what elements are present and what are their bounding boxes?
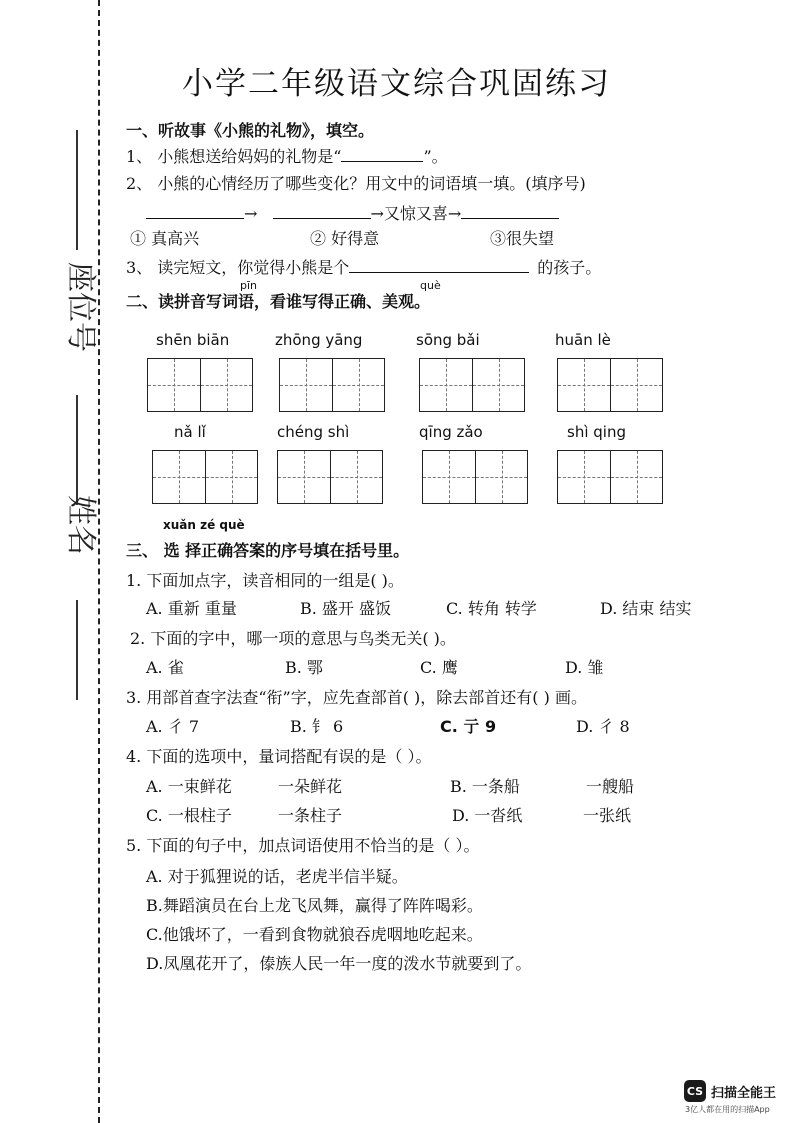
- s3-q3-option-c: C. 亍 9: [440, 717, 497, 736]
- s3-question-3: 3. 用部首查字法查“衔”字，应先查部首( )，除去部首还有( ) 画。: [126, 688, 587, 707]
- binding-margin: [0, 0, 120, 1123]
- writing-grid[interactable]: [557, 358, 663, 412]
- section1-heading: 一、听故事《小熊的礼物》，填空。: [126, 121, 375, 140]
- s3-q3-option-a: A. 彳 7: [146, 717, 199, 736]
- s3-q2-option-a: A. 雀: [146, 658, 184, 677]
- answer-blank[interactable]: [273, 202, 371, 219]
- seat-write-line: [76, 395, 78, 505]
- s3-q4-option: 一朵鲜花: [278, 777, 343, 796]
- s3-q4-option: D. 一沓纸: [452, 806, 523, 825]
- fold-line: [98, 0, 100, 1123]
- s3-q1-option-c: C. 转角 转学: [446, 599, 537, 618]
- s3-q1-option-a: A. 重新 重量: [146, 599, 237, 618]
- answer-blank[interactable]: [341, 145, 423, 162]
- seat-number-label: 座位号: [63, 262, 98, 352]
- s3-q5-option-c: C.他饿坏了，一看到食物就狼吞虎咽地吃起来。: [146, 925, 483, 944]
- name-label: 姓名: [63, 495, 98, 555]
- pinyin-label: sōng bǎi: [416, 331, 480, 349]
- writing-grid[interactable]: [557, 450, 663, 504]
- s1-option-3: ③很失望: [490, 229, 555, 248]
- s3-q4-option: 一张纸: [583, 806, 632, 825]
- pinyin-label: shì qing: [567, 423, 626, 441]
- writing-grid[interactable]: [152, 450, 258, 504]
- answer-blank[interactable]: [146, 202, 244, 219]
- pinyin-label: zhōng yāng: [275, 331, 363, 349]
- ruby-pin: pīn: [240, 279, 258, 292]
- writing-grid[interactable]: [422, 450, 528, 504]
- answer-blank[interactable]: [349, 256, 529, 273]
- page-title: 小学二年级语文综合巩固练习: [182, 66, 611, 102]
- s1-option-1: ① 真高兴: [130, 229, 200, 248]
- answer-blank[interactable]: [461, 202, 559, 219]
- s3-q4-option: 一条柱子: [278, 806, 343, 825]
- pinyin-label: huān lè: [555, 331, 611, 349]
- camscanner-watermark: [684, 1080, 776, 1102]
- s3-q4-option: A. 一束鲜花: [146, 777, 232, 796]
- s3-question-5: 5. 下面的句子中，加点词语使用不恰当的是（ ）。: [126, 836, 480, 855]
- s3-q2-option-d: D. 雏: [565, 658, 604, 677]
- pinyin-label: shēn biān: [156, 331, 230, 349]
- writing-grid[interactable]: [279, 358, 385, 412]
- s3-q2-option-b: B. 鄂: [285, 658, 323, 677]
- name-write-line: [76, 130, 78, 250]
- s3-q2-option-c: C. 鹰: [420, 658, 458, 677]
- section3-heading: 三、 选 择正确答案的序号填在括号里。: [126, 541, 410, 560]
- s1-mood-chain: → →又惊又喜→: [146, 202, 559, 225]
- s3-question-2: 2. 下面的字中，哪一项的意思与鸟类无关( )。: [130, 629, 456, 648]
- s3-q3-option-d: D. 彳 8: [576, 717, 630, 736]
- s3-q1-option-d: D. 结束 结实: [600, 599, 692, 618]
- pinyin-label: qīng zǎo: [419, 423, 483, 441]
- s3-q4-option: C. 一根柱子: [146, 806, 232, 825]
- s1-option-2: ② 好得意: [310, 229, 380, 248]
- writing-grid[interactable]: [147, 358, 253, 412]
- s3-q5-option-b: B.舞蹈演员在台上龙飞凤舞，赢得了阵阵喝彩。: [146, 896, 483, 915]
- section2-heading: 二、读拼音写词语，看谁写得正确、美观。: [126, 292, 431, 311]
- watermark-tagline: 3亿人都在用的扫描App: [685, 1105, 770, 1114]
- s1-question-2: 2、 小熊的心情经历了哪些变化？用文中的词语填一填。(填序号): [126, 174, 586, 193]
- s3-question-1: 1. 下面加点字，读音相同的一组是( )。: [126, 571, 404, 590]
- s1-question-1: 1、 小熊想送给妈妈的礼物是“ ”。: [126, 147, 448, 166]
- s3-question-4: 4. 下面的选项中，量词搭配有误的是（ ）。: [126, 747, 432, 766]
- writing-grid[interactable]: [419, 358, 525, 412]
- s3-q4-option: B. 一条船: [450, 777, 520, 796]
- watermark-name: 扫描全能王: [711, 1085, 777, 1101]
- cs-logo-icon: CS: [684, 1080, 706, 1102]
- ruby-que: què: [420, 279, 441, 292]
- s3-q3-option-b: B. 钅 6: [290, 717, 344, 736]
- pinyin-label: chéng shì: [277, 423, 350, 441]
- s3-q4-option: 一艘船: [586, 777, 635, 796]
- pinyin-label: nǎ lǐ: [174, 423, 206, 441]
- s3-q5-option-d: D.凤凰花开了，傣族人民一年一度的泼水节就要到了。: [146, 954, 532, 973]
- ruby-xuanze: xuǎn zé què: [163, 518, 245, 532]
- s3-q5-option-a: A. 对于狐狸说的话，老虎半信半疑。: [146, 867, 408, 886]
- s1-question-3: 3、 读完短文，你觉得小熊是个 的孩子。: [126, 258, 602, 277]
- s3-q1-option-b: B. 盛开 盛饭: [300, 599, 392, 618]
- class-write-line: [76, 600, 78, 700]
- writing-grid[interactable]: [277, 450, 383, 504]
